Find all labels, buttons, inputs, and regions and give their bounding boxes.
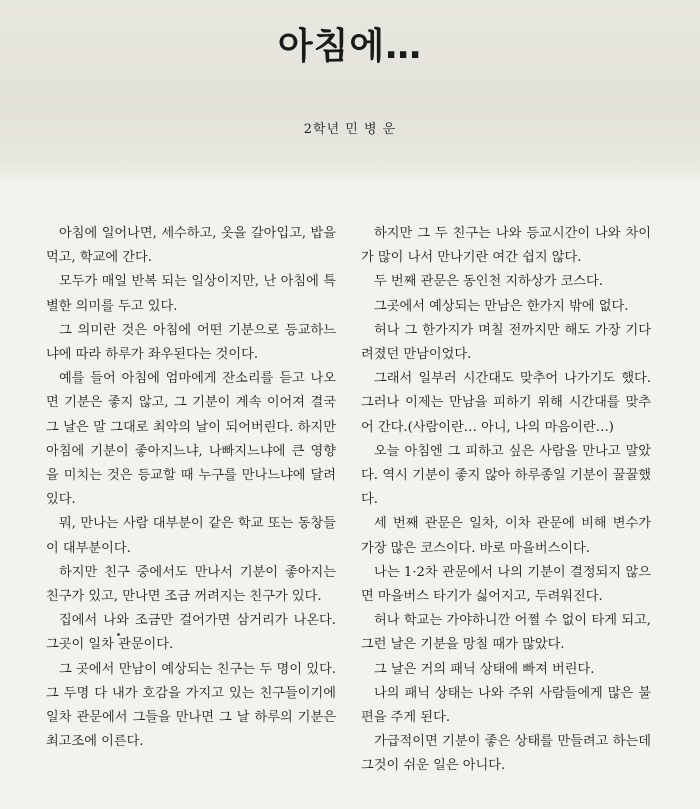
paragraph: 가급적이면 기분이 좋은 상태를 만들려고 하는데 그것이 쉬운 일은 아니다. <box>361 734 651 774</box>
right-column <box>361 222 651 779</box>
paragraph: 그곳에서 예상되는 만남은 한가지 밖에 없다. <box>374 298 629 314</box>
paragraph: 그 의미란 것은 아침에 어떤 기분으로 등교하느냐에 따라 하루가 좌우된다는 것이다. <box>46 322 336 363</box>
paragraph: 오늘 아침엔 그 피하고 싶은 사람을 만나고 말았다. 역시 기분이 좋지 않아 하루종일 기분이 꿀꿀했다. <box>361 443 651 508</box>
paragraph: 나의 패닉 상태는 나와 주위 사람들에게 많은 불편을 주게 된다. <box>361 685 651 726</box>
paragraph: 하지만 그 두 친구는 나와 등교시간이 나와 차이가 많이 나서 만나기란 여간 쉽지 않다. <box>361 226 651 266</box>
print-speck <box>117 633 120 636</box>
paragraph: 모두가 매일 반복 되는 일상이지만, 난 아침에 특별한 의미를 두고 있다. <box>46 274 336 314</box>
author-byline: 2학년 민 병 운 <box>303 122 397 137</box>
paragraph: 그 곳에서 만남이 예상되는 친구는 두 명이 있다. 그 두명 다 내가 호감을 가지고 있는 친구들이기에 일차 관문에서 그들을 만나면 그 날 하루의 기분은 최고조에 이른다. <box>46 661 336 750</box>
paragraph: 허나 그 한가지가 며칠 전까지만 해도 가장 기다려졌던 만남이었다. <box>361 322 651 363</box>
paragraph: 허나 학교는 가야하니깐 어쩔 수 없이 타게 되고, 그런 날은 기분을 망칠 때가 많았다. <box>361 613 651 653</box>
paragraph: 두 번째 관문은 동인천 지하상가 코스다. <box>374 274 603 290</box>
paragraph: 그래서 일부러 시간대도 맞추어 나가기도 했다. 그러나 이제는 만남을 피하기 위해 시간대를 맞추어 간다.(사람이란… 아니, 나의 마음이란…) <box>361 371 651 435</box>
paragraph: 그 날은 거의 패닉 상태에 빠져 버린다. <box>374 661 595 677</box>
paragraph: 집에서 나와 조금만 걸어가면 삼거리가 나온다. 그곳이 일차 관문이다. <box>46 613 336 653</box>
paragraph: 나는 1·2차 관문에서 나의 기분이 결정되지 않으면 마을버스 타기가 싫어지고, 두려워진다. <box>361 564 651 605</box>
paragraph: 세 번째 관문은 일차, 이차 관문에 비해 변수가 가장 많은 코스이다. 바로 마을버스이다. <box>361 516 651 556</box>
paragraph: 하지만 친구 중에서도 만나서 기분이 좋아지는 친구가 있고, 만나면 조금 꺼려지는 친구가 있다. <box>46 564 336 605</box>
article-title: 아침에… <box>277 26 423 67</box>
left-column <box>46 222 336 754</box>
paragraph: 예를 들어 아침에 엄마에게 잔소리를 듣고 나오면 기분은 좋지 않고, 그 기분이 계속 이어져 결국 그 날은 말 그대로 최악의 날이 되어버린다. 하지만 아침에 기분이 좋아지느냐, 나빠지느냐에 큰 영향을 미치는 것은 등교할 때 누구를 만나느냐에 달려 있다. <box>46 371 336 508</box>
paragraph: 아침에 일어나면, 세수하고, 옷을 갈아입고, 밥을 먹고, 학교에 간다. <box>46 226 336 266</box>
paragraph: 뭐, 만나는 사람 대부분이 같은 학교 또는 동창들이 대부분이다. <box>46 516 336 556</box>
